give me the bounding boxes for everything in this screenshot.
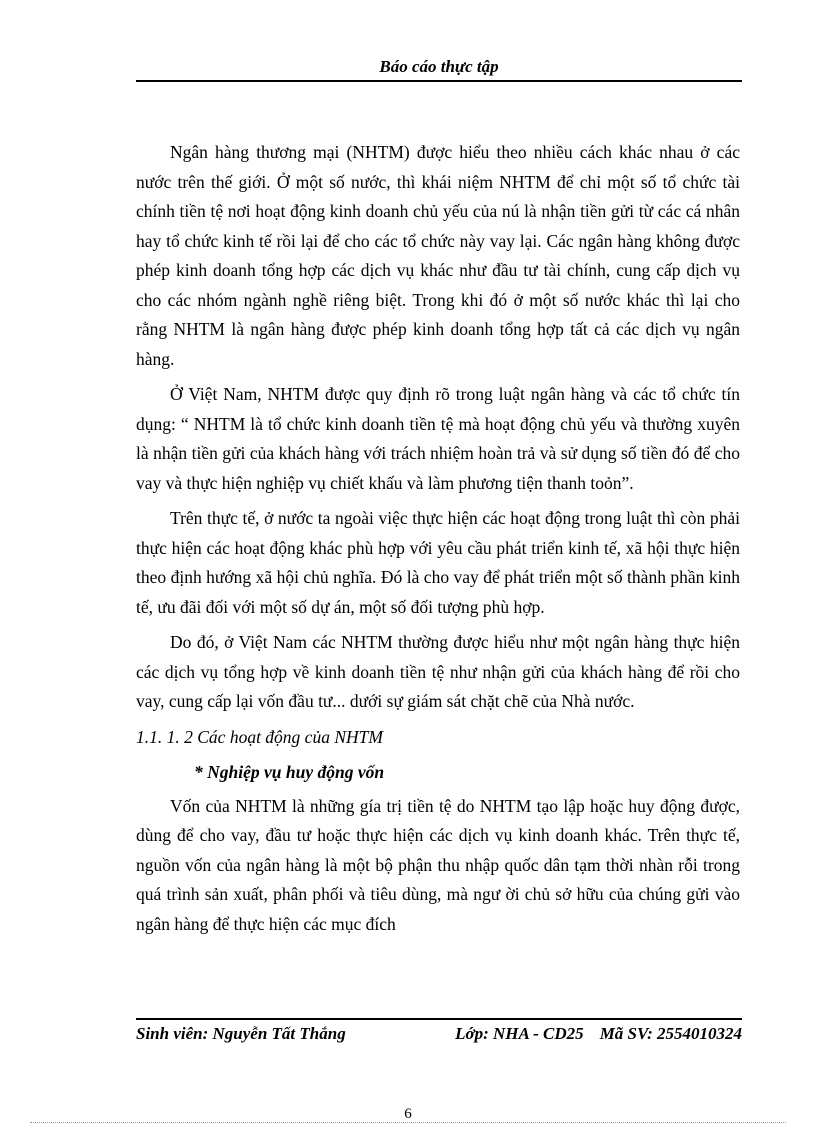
footer-student-id: Mã SV: 2554010324 xyxy=(599,1024,742,1043)
footer-divider xyxy=(136,1018,742,1020)
document-body xyxy=(136,138,740,945)
paragraph-4: Do đó, ở Việt Nam các NHTM thường được hiểu như một ngân hàng thực hiện các dịch vụ tổng hợp về kinh doanh tiền tệ như nhận gửi của khách hàng để rồi cho vay, cung cấp lại vốn đầu tư... dưới sự giám sát chặt chẽ của Nhà nước. xyxy=(136,632,740,711)
section-bold-heading: * Nghiệp vụ huy động vốn xyxy=(194,762,385,782)
paragraph-2: Ở Việt Nam, NHTM được quy định rõ trong luật ngân hàng và các tổ chức tín dụng: “ NHTM là tổ chức kinh doanh tiền tệ mà hoạt động chủ yếu và thường xuyên là nhận tiền gửi của khách hàng với trách nhiệm hoàn trả và sử dụng số tiền đó để cho vay và thực hiện nghiệp vụ chiết khấu và làm phương tiện thanh toỏn”. xyxy=(136,384,740,493)
paragraph-5: Vốn của NHTM là những gía trị tiền tệ do NHTM tạo lập hoặc huy động được, dùng để cho vay, đầu tư hoặc thực hiện các dịch vụ kinh doanh khác. Trên thực tế, nguồn vốn của ngân hàng là một bộ phận thu nhập quốc dân tạm thời nhàn rỗi trong quá trình sản xuất, phân phối và tiêu dùng, mà ngư ời chủ sở hữu của chúng gửi vào ngân hàng để thực hiện các mục đích xyxy=(136,795,740,934)
section-subheading: 1.1. 1. 2 Các hoạt động của NHTM xyxy=(136,726,383,747)
paragraph-1: Ngân hàng thương mại (NHTM) được hiểu theo nhiều cách khác nhau ở các nước trên thế giới. Ở một số nước, thì khái niệm NHTM để chỉ một số tổ chức tài chính tiền tệ nơi hoạt động kinh doanh chủ yếu của nú là nhận tiền gửi từ các cá nhân hay tổ chức kinh tế rồi lại để cho các tổ chức này vay lại. Các ngân hàng không được phép kinh doanh tổng hợp các dịch vụ khác như đầu tư tài chính, cung cấp dịch vụ cho các nhóm ngành nghề riêng biệt. Trong khi đó ở một số nước khác thì lại cho rằng NHTM là ngân hàng được phép kinh doanh tổng hợp tất cả các dịch vụ ngân hàng. xyxy=(136,142,740,369)
page-number: 6 xyxy=(404,1106,412,1122)
header-divider xyxy=(136,80,742,82)
footer xyxy=(136,1024,742,1044)
paragraph-3: Trên thực tế, ở nước ta ngoài việc thực hiện các hoạt động trong luật thì còn phải thực hiện các hoạt động khác phù hợp với yêu cầu phát triển kinh tế, xã hội thực hiện theo định hướng xã hội chủ nghĩa. Đó là cho vay để phát triển một số thành phần kinh tế, ưu đãi đối với một số dự án, một số đối tượng phù hợp. xyxy=(136,508,740,617)
footer-right-group xyxy=(455,1024,742,1044)
header-title: Báo cáo thực tập xyxy=(379,57,499,76)
footer-student: Sinh viên: Nguyễn Tất Thắng xyxy=(136,1024,346,1043)
footer-class: Lớp: NHA - CD25 xyxy=(455,1024,584,1043)
